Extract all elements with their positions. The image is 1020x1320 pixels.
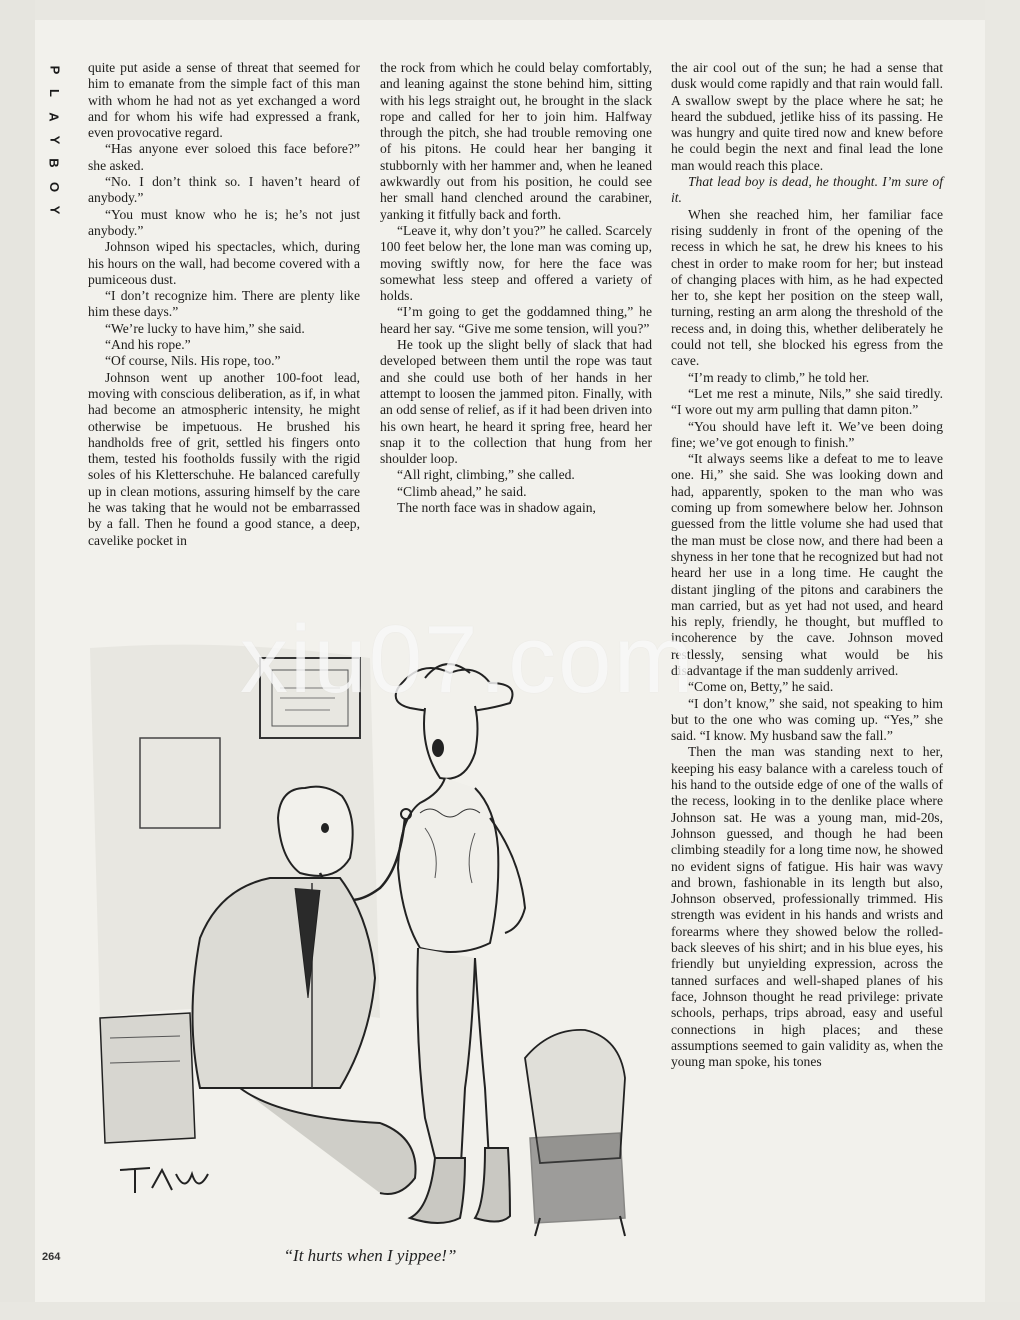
magazine-letter: Y <box>46 205 62 215</box>
paragraph: “And his rope.” <box>105 337 191 353</box>
paragraph: “I’m ready to climb,” he told her. <box>688 369 870 385</box>
magazine-name-vertical <box>42 60 66 220</box>
paragraph: “Leave it, why don’t you?” he called. Scarcely 100 feet below her, the lone man was coming up, moving swiftly now, for here the face was somewhat less steep and offered a variety of holds. <box>380 222 652 304</box>
paragraph: “We’re lucky to have him,” she said. <box>105 320 305 336</box>
paragraph: The north face was in shadow again, <box>397 500 596 516</box>
paragraph: “Let me rest a minute, Nils,” she said tiredly. “I wore out my arm pulling that damn piton.” <box>671 385 943 418</box>
paragraph: “I’m going to get the goddamned thing,” he heard her say. “Give me some tension, will you?” <box>380 304 652 336</box>
paragraph: “Climb ahead,” he said. <box>397 483 527 499</box>
cartoon-caption: “It hurts when I yippee!” <box>283 1246 457 1265</box>
page-edge-bottom <box>0 1302 1020 1320</box>
text-column-2 <box>380 60 652 516</box>
magazine-letter: Y <box>46 135 62 145</box>
paragraph: “I don’t recognize him. There are plenty like him these days.” <box>88 288 360 320</box>
paragraph: “I don’t know,” she said, not speaking to him but to the one who was coming up. “Yes,” she said. “I know. My husband saw the fall.” <box>671 695 943 744</box>
page-edge-top <box>0 0 1020 20</box>
paragraph: “Of course, Nils. His rope, too.” <box>105 353 281 369</box>
paragraph: When she reached him, her familiar face rising suddenly in front of the opening of the recess in which he sat, he drew his knees to his chest in order to make room for her; but instead of changing places with him, as he had expected her to, she kept her position on the steep wall, turning, resting an arm along the threshold of the recess and, in doing this, whether deliberately he could not tell, she blocked his egress from the cave. <box>671 206 943 369</box>
paragraph: “Has anyone ever soloed this face before?” she asked. <box>88 141 360 173</box>
paragraph: Johnson wiped his spectacles, which, during his hours on the wall, had become covered with a pumiceous dust. <box>88 239 360 287</box>
magazine-letter: B <box>46 158 62 169</box>
text-column-1 <box>88 60 360 549</box>
magazine-letter: L <box>46 89 62 98</box>
magazine-letter: A <box>46 111 62 122</box>
paragraph: the rock from which he could belay comfortably, and leaning against the stone behind him, sitting with his legs straight out, he brought in the slack rope and called for her to join him. Halfway through the pitch, she had trouble removing one of his pitons. He could hear her banging it stubbornly with her hammer and, when he leaned awkwardly out from his position, he could see her small hand clenched around the carabiner, yanking it fitfully back and forth. <box>380 60 652 222</box>
paragraph: That lead boy is dead, he thought. I’m sure of it. <box>671 174 943 206</box>
paragraph: “You should have left it. We’ve been doing fine; we’ve got enough to finish.” <box>671 418 943 450</box>
magazine-letter: P <box>46 65 62 75</box>
magazine-letter: O <box>47 181 62 192</box>
paragraph: Johnson went up another 100-foot lead, moving with conscious deliberation, as if, in what had become an atmospheric intensity, he might otherwise be impetuous. He brushed his handholds free of grit, settled his fingers onto them, tested his footholds fussily with the rigid soles of his Kletterschuhe. He balanced carefully up in clean motions, assuring himself by the care he was taking that he would not be embarrassed by a fall. Then he found a good stance, a deep, cavelike pocket in <box>88 369 360 548</box>
cartoon-drawing <box>80 618 660 1238</box>
watermark-text: xiu07.com <box>240 606 696 713</box>
cartoon-illustration <box>80 618 660 1238</box>
page-number: 264 <box>42 1251 61 1263</box>
paragraph: “It always seems like a defeat to me to leave one. Hi,” she said. She was looking down and had, apparently, spoken to the man who was coming up from somewhere below her. Johnson guessed from the little volume she had used that the man must be close now, and there had been a shyness in her tone that he recognized but had not heard her use in a long time. He caught the distant jingling of the pitons and carabiners the man carried, but as yet had not used, and heard his reply, friendly, he thought, but muffled to incoherence by the cave. Johnson moved restlessly, sensing what would be his disadvantage if the man suddenly arrived. <box>671 451 943 678</box>
paragraph: the air cool out of the sun; he had a sense that dusk would come rapidly and that rain would fall. A swallow swept by the place where he sat; he heard the subdued, jetlike hiss of its passing. He was hungry and quite tired now and knew before he could begin the next and final lead the lone man would reach this place. <box>671 60 943 173</box>
paragraph: Then the man was standing next to her, keeping his easy balance with a careless touch of his hand to the outside edge of one of the walls of the recess, looking in to the denlike place where Johnson sat. He was a young man, mid-20s, Johnson guessed, and though he had been climbing steadily for a long time now, he showed no evident signs of fatigue. His hair was wavy and brown, fashionable in its length but also, Johnson observed, professionally trimmed. His strength was evident in his hands and wrists and forearms where they showed below the rolled-back sleeves of his shirt; and in his blue eyes, his friendly but unyielding expression, across the tanned surfaces and well-shaped planes of his face, Johnson thought he read privilege: private schools, perhaps, trips abroad, easy and useful connections in high places; and these assumptions seemed to gain validity as, when the young man spoke, his tones <box>671 744 943 1070</box>
paragraph: “All right, climbing,” she called. <box>397 467 575 483</box>
paragraph: He took up the slight belly of slack that had developed between them until the rope was taut and she could use both of her hands in her attempt to loosen the jammed piton. Finally, with an odd sense of relief, as if it had been driven into his own heart, he heard it spring free, heard her snap it to the collection that hung from her shoulder loop. <box>380 337 652 467</box>
page-edge-left <box>0 0 35 1320</box>
text-column-3 <box>671 60 943 1070</box>
paragraph: “You must know who he is; he’s not just anybody.” <box>88 206 360 238</box>
paragraph: “Come on, Betty,” he said. <box>688 679 834 695</box>
page-edge-right <box>985 0 1020 1320</box>
paragraph: quite put aside a sense of threat that seemed for him to emanate from the simple fact of this man with whom he had not as yet exchanged a word and for whom his wife had expressed a frank, even provocative regard. <box>88 60 360 141</box>
paragraph: “No. I don’t think so. I haven’t heard of anybody.” <box>88 174 360 206</box>
